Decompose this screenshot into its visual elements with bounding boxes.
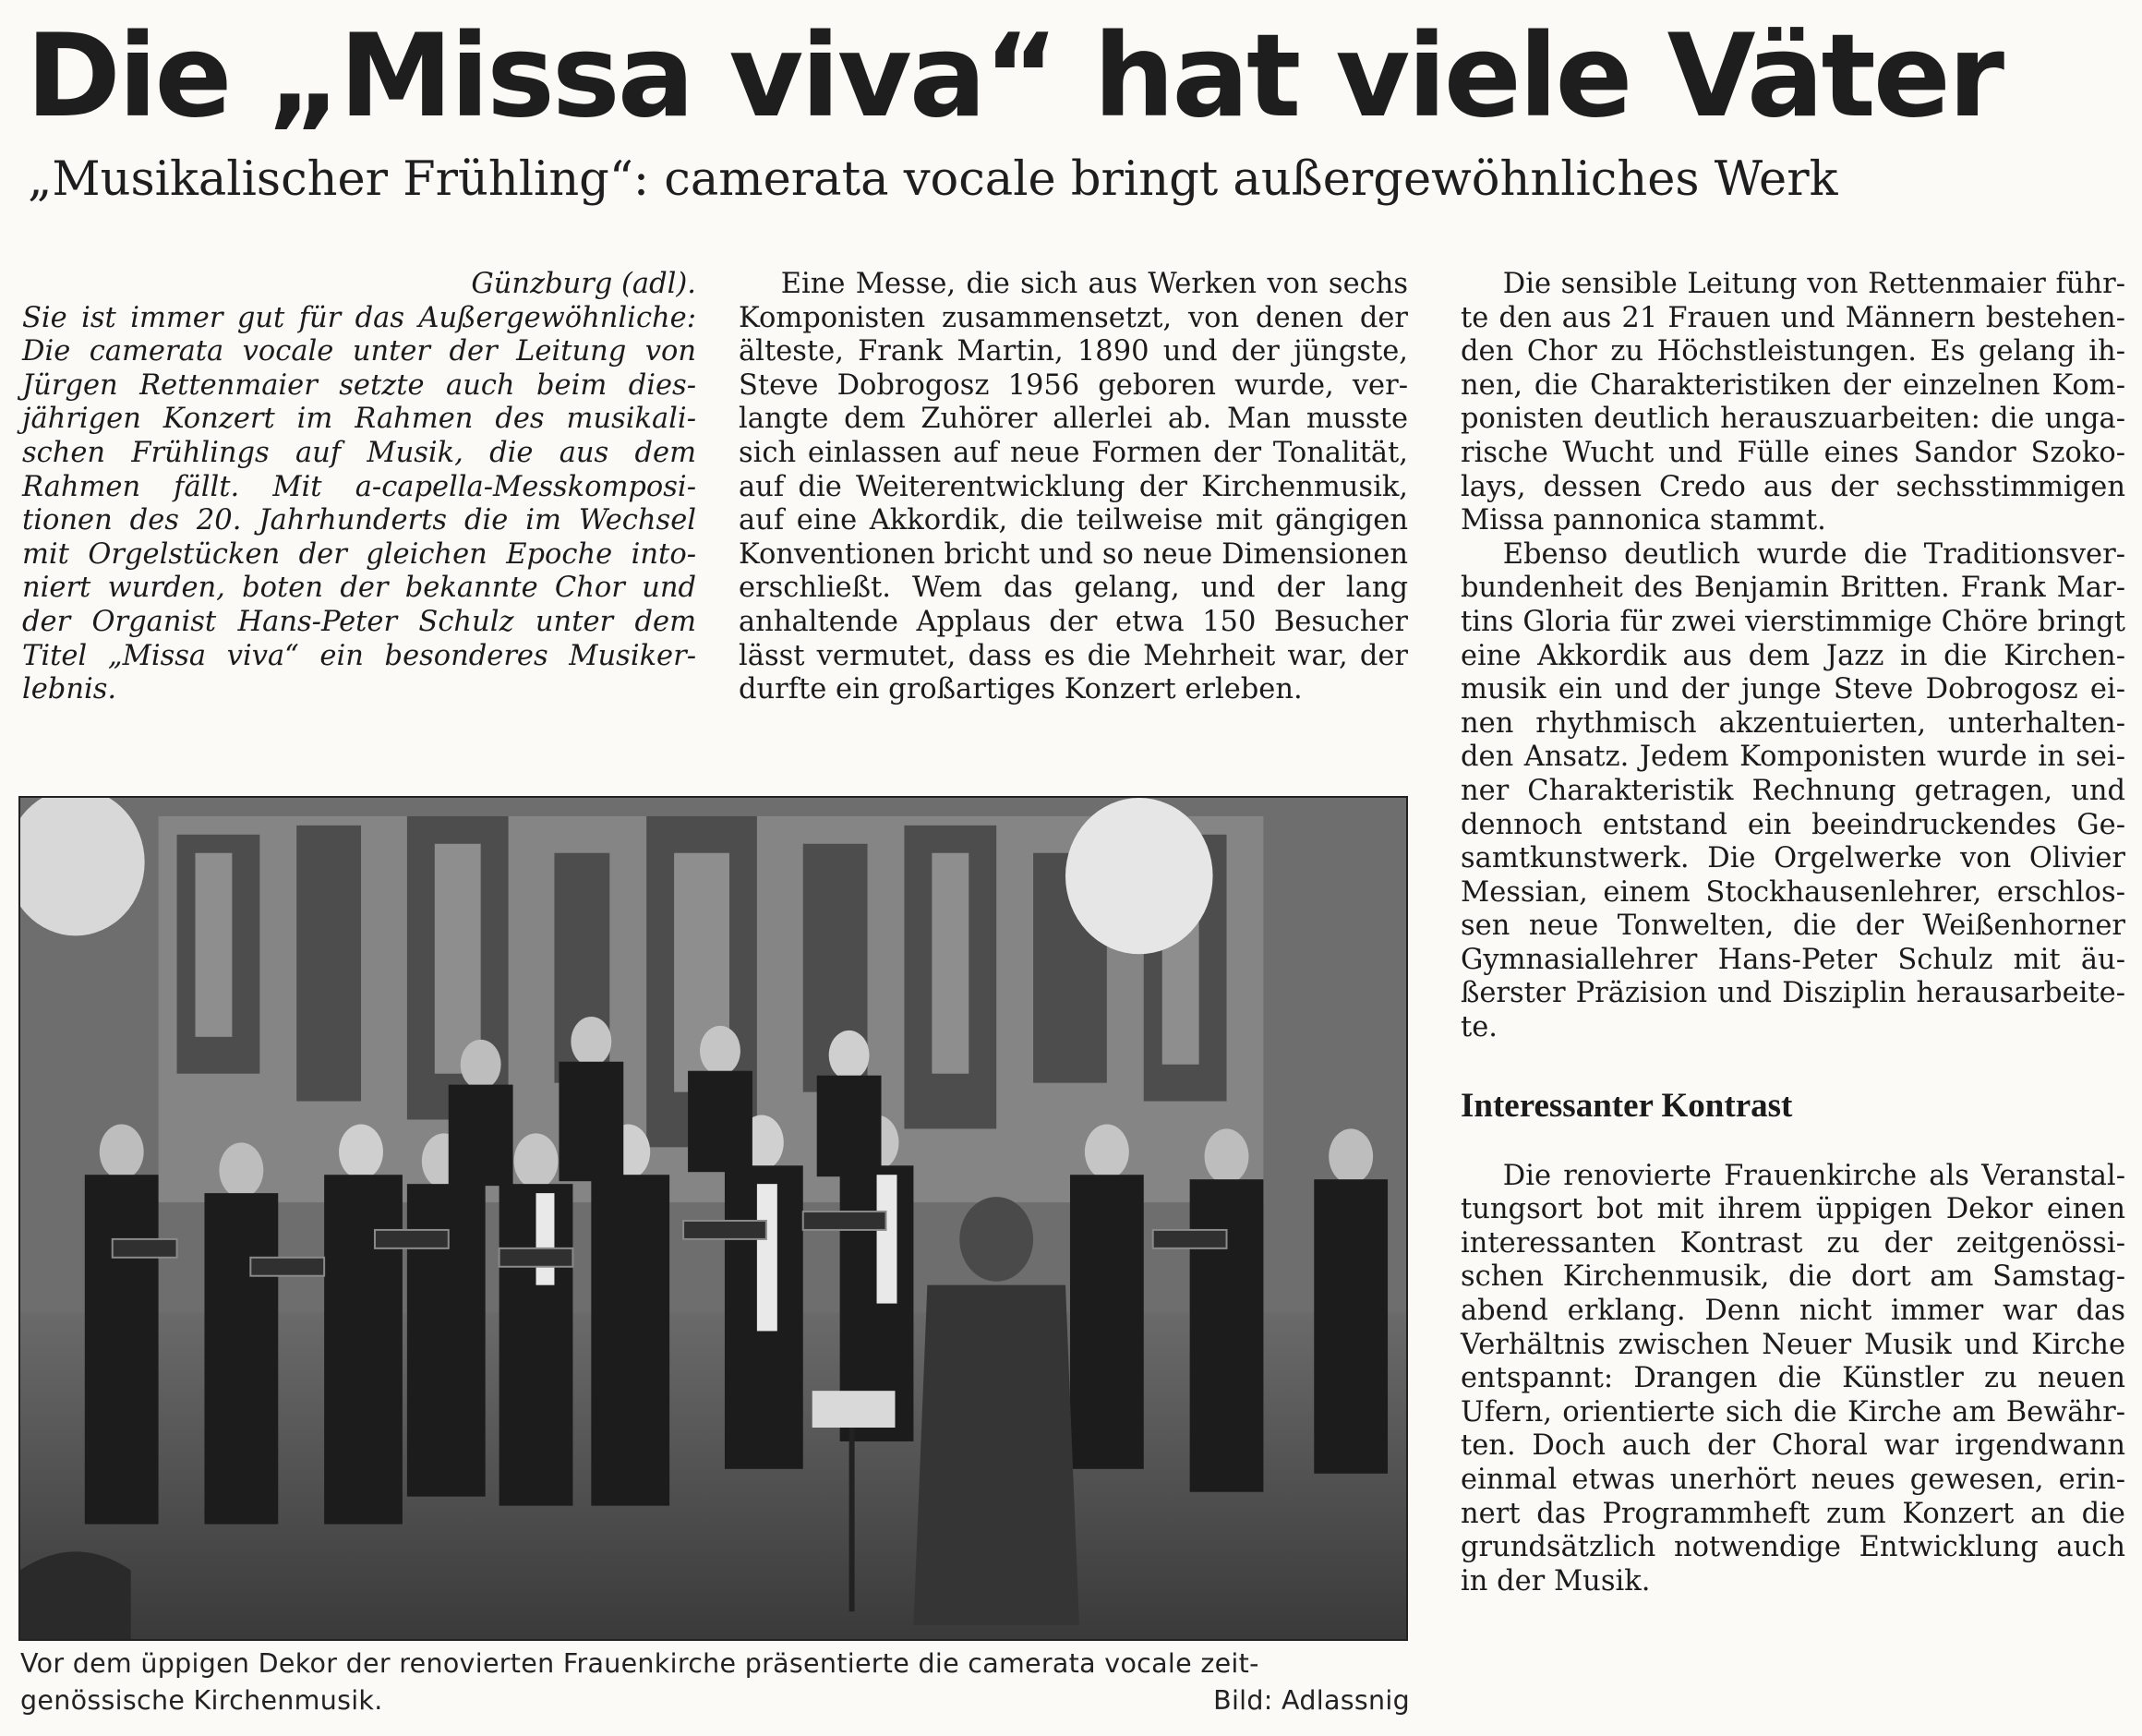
lead-column: [22, 268, 696, 707]
body-paragraph-1: Eine Messe, die sich aus Werken von sechs Komponisten zusammensetzt, von denen der älteste, Frank Martin, 1890 und der jüngste, Steve Dobrogosz 1956 geboren wurde, verlangte dem Zuhörer allerlei ab. Man musste sich einlassen auf neue Formen der Tonalität, auf die Weiterentwicklung der Kirchenmusik, auf eine Akkordik, die teilweise mit gängigen Konventionen bricht und so neue Dimensionen erschließt. Wem das gelang, und der lang anhaltende Applaus der etwa 150 Besucher lässt vermutet, dass es die Mehrheit war, der durfte ein großartiges Konzert erleben.: [739, 268, 1408, 706]
dateline: Günzburg (adl).: [471, 268, 696, 300]
body-paragraph-2: Die sensible Leitung von Rettenmaier führte den aus 21 Frauen und Männern bestehenden Chor zu Höchstleistungen. Es gelang ihnen, die Charakteristiken der einzelnen Komponisten deutlich herauszuarbeiten: die ungarische Wucht und Fülle eines Sandor Szokolays, dessen Credo aus der sechsstimmigen Missa pannonica stammt.: [1461, 268, 2125, 537]
photo-caption: [20, 1646, 1410, 1719]
middle-column: [739, 268, 1408, 707]
photo-caption-text: Vor dem üppigen Dekor der renovierten Frauenkirche präsentierte die camerata vocale zeitgenössische Kirchenmusik.: [20, 1648, 1259, 1716]
section-subheading: Interessanter Kontrast: [1461, 1086, 1793, 1125]
choir-photo-illustration: [20, 798, 1406, 1639]
choir-photo: [18, 796, 1408, 1641]
article-subheadline: „Musikalischer Frühling“: camerata vocale bringt außergewöhnliches Werk: [28, 152, 1838, 207]
body-paragraph-3: Ebenso deutlich wurde die Traditionsverbundenheit des Benjamin Britten. Frank Martins Gloria für zwei vierstimmige Chöre bringt eine Akkordik aus dem Jazz in die Kirchenmusik ein und der junge Steve Dobrogosz einen rhythmisch akzentuierten, unterhaltenden Ansatz. Jedem Komponisten wurde in seiner Charakteristik Rechnung getragen, und dennoch entstand ein beeindruckendes Gesamtkunstwerk. Die Orgelwerke von Olivier Messian, einem Stockhausenlehrer, erschlossen neue Tonwelten, die der Weißenhorner Gymnasiallehrer Hans-Peter Schulz mit äußerster Präzision und Disziplin herausarbeitete.: [1461, 537, 2125, 1044]
article-headline: Die „Missa viva“ hat viele Väter: [26, 10, 2003, 143]
right-column: [1461, 268, 2125, 1598]
lead-paragraph: Sie ist immer gut für das Außergewöhnliche: Die camerata vocale unter der Leitung von Jürgen Rettenmaier setzte auch beim diesjährigen Konzert im Rahmen des musikalischen Frühlings auf Musik, die aus dem Rahmen fällt. Mit a-capella-Messkompositionen des 20. Jahrhunderts die im Wechsel mit Orgelstücken der gleichen Epoche intoniert wurden, boten der bekannte Chor und der Organist Hans-Peter Schulz unter dem Titel „Missa viva“ ein besonderes Musikerlebnis.: [22, 301, 696, 706]
photo-credit: Bild: Adlassnig: [1213, 1685, 1410, 1716]
body-paragraph-4: Die renovierte Frauenkirche als Veranstaltungsort bot mit ihrem üppigen Dekor einen interessanten Kontrast zu der zeitgenössischen Kirchenmusik, die dort am Samstagabend erklang. Denn nicht immer war das Verhältnis zwischen Neuer Musik und Kirche entspannt: Drangen die Künstler zu neuen Ufern, orientierte sich die Kirche am Bewährten. Doch auch der Choral war irgendwann einmal etwas unerhört neues gewesen, erinnert das Programmheft zum Konzert an die grundsätzlich notwendige Entwicklung auch in der Musik.: [1461, 1159, 2125, 1597]
